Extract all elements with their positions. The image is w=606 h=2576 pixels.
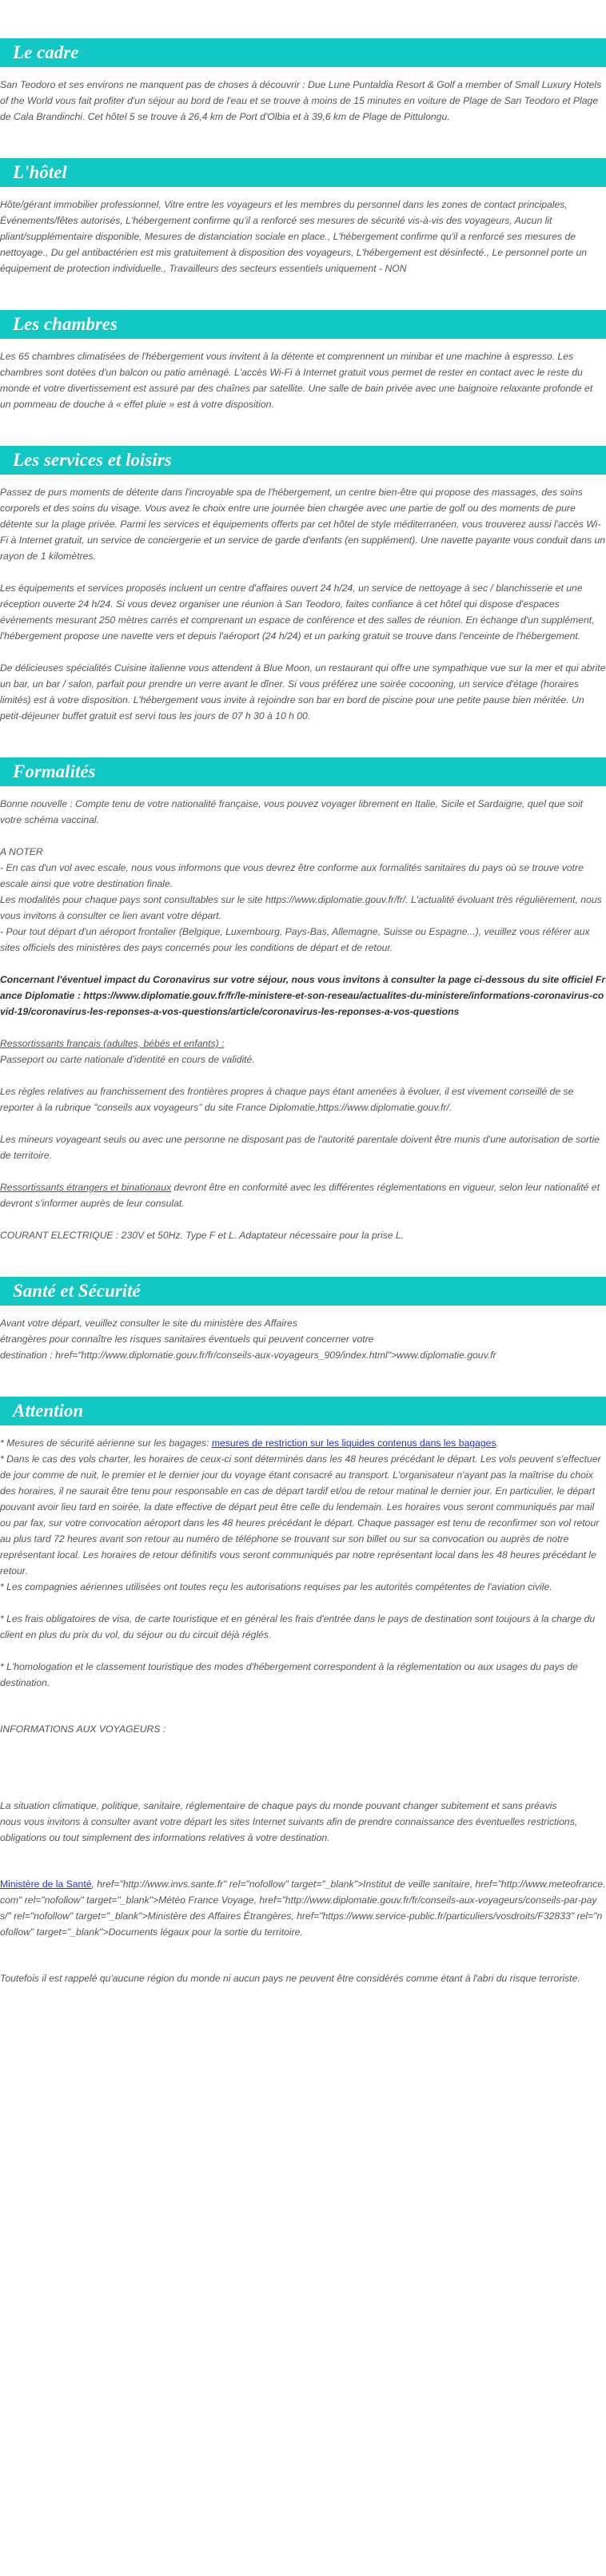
bagages-prefix: * Mesures de sécurité aérienne sur les bagages: [0,1437,212,1449]
a-noter-modalites: Les modalités pour chaque pays sont consultables sur le site https://www.diplomatie.gouv.fr/fr/. L'actualité évoluant très régulièrement, nous vous invitons à consulter ce lien avant votre départ. [0,894,602,921]
section-title-attention: Attention [0,1397,606,1425]
terrorisme-notice: Toutefois il est rappelé qu'aucune région du monde ni aucun pays ne peuvent être considérés comme étant à l'abri du risque terroriste. [0,1973,580,1984]
homologation-notice: * L'homologation et le classement touristique des modes d'hébergement correspondent à la réglementation ou aux usages du pays de destination. [0,1661,578,1688]
compagnies-notice: * Les compagnies aériennes utilisées ont toutes reçu les autorisations requises par les autorités compétentes de l'aviation civile. [0,1581,552,1592]
bagages-notice [0,1435,606,1451]
section-body-attention [0,1425,606,1986]
sites-officiels [0,1876,606,1940]
section-title-sante: Santé et Sécurité [0,1277,606,1306]
section-formalites [0,757,606,1243]
a-noter-title: A NOTER [0,846,43,857]
sante-line-2: étrangères pour connaître les risques sanitaires éventuels qui peuvent concerner votre [0,1334,374,1345]
coronavirus-notice: Concernant l'éventuel impact du Coronavirus sur votre séjour, nous vous invitons à consulter la page ci-dessous du site officiel France Diplomatie : https://www.diplomatie.gouv.fr/fr/le-ministere-et-son-reseau/actualites-du-ministere/informations-coronavirus-covid-19/coronavirus-les-reponses-a-vos-questions/article/coronavirus-les-reponses-a-vos-questions [0,974,606,1017]
ressortissants-francais-text: Passeport ou carte nationale d'identité en cours de validité. [0,1054,255,1065]
services-paragraph-1: Passez de purs moments de détente dans l'incroyable spa de l'hébergement, un centre bien-être qui propose des massages, des soins corporels et des soins du visage. Vous avez le choix entre une journée bien chargée avec une partie de golf ou des moments de pure détente sur la plage privée. Parmi les services et équipements offerts par cet hôtel de style méditerranéen, vous trouverez aussi l'accès Wi-Fi à Internet gratuit, un service de conciergerie et un service de garde d'enfants (en supplément). Une navette payante vous conduit dans un rayon de 1 kilomètres. [0,487,606,562]
services-paragraph-2: Les équipements et services proposés incluent un centre d'affaires ouvert 24 h/24, un service de nettoyage à sec / blanchisserie et une réception ouverte 24 h/24. Si vous devez organiser une réunion à San Teodoro, faites confiance à cet hôtel qui dispose d'espaces événements mesurant 250 mètres carrés et comprenant un espace de conférence et des salles de réunion. En échange d'un supplément, l'hébergement propose une navette vers et depuis l'aéroport (24 h/24) et un parking gratuit se trouve dans l'enceinte de l'hébergement. [0,582,595,642]
ressortissants-etrangers [0,1179,606,1211]
section-attention [0,1397,606,1986]
situation-line-2: nous vous invitons à consulter avant votre départ les sites Internet suivants afin de prendre connaissance des éventuelles restrictions, obligations ou tout simplement des informations relatives à votre destination. [0,1816,578,1843]
sante-line-3: destination : href="http://www.diplomatie.gouv.fr/fr/conseils-aux-voyageurs_909/index.html">www.diplomatie.gouv.fr [0,1350,496,1361]
section-sante [0,1277,606,1363]
section-body-formalites [0,786,606,1243]
mineurs-notice: Les mineurs voyageant seuls ou avec une personne ne disposant pas de l'autorité parentale doivent être munis d'une autorisation de sortie de territoire. [0,1134,600,1161]
section-title-hotel: L'hôtel [0,158,606,187]
section-title-services: Les services et loisirs [0,446,606,475]
section-hotel [0,158,606,276]
section-title-cadre: Le cadre [0,38,606,67]
bagages-liquides-link[interactable]: mesures de restriction sur les liquides contenus dans les bagages [211,1437,496,1449]
a-noter-escale: - En cas d'un vol avec escale, nous vous informons que vous devrez être conforme aux formalités sanitaires du pays où se trouve votre escale ainsi que votre destination finale. [0,862,584,889]
charter-notice: * Dans le cas des vols charter, les horaires de ceux-ci sont déterminés dans les 48 heures précédant le départ. Les vols peuvent s'effectuer de jour comme de nuit, le premier et le dernier jour du voyage étant consacré au transport. L'organisateur n'ayant pas la maîtrise du choix des horaires, il ne saurait être tenu pour responsable en cas de départ tardif et/ou de retour matinal le dernier jour. En particulier, le départ pouvant avoir lieu tard en soirée, la date effective de départ peut être celle du lendemain. Les horaires vous seront communiqués par mail ou par fax, sur votre convocation aéroport dans les 48 heures précédant le départ. Chaque passager est tenu de reconfirmer son vol retour au plus tard 72 heures avant son retour au numéro de téléphone se trouvant sur son billet ou sur sa convocation ou auprès de notre représentant local. Les horaires de retour définitifs vous seront communiqués par notre représentant local dans les 48 heures précédant le retour. [0,1453,601,1576]
ministere-sante-link[interactable]: Ministère de la Santé [0,1878,92,1890]
informations-voyageurs-title: INFORMATIONS AUX VOYAGEURS : [0,1723,166,1735]
cadre-text: San Teodoro et ses environs ne manquent pas de choses à découvrir : Due Lune Puntaldia Resort & Golf a member of Small Luxury Hotels of the World vous fait profiter d'un séjour au bord de l'eau et se trouve à moins de 15 minutes en voiture de Plage de San Teodoro et Plage de Cala Brandinchi. Cet hôtel 5 se trouve à 26,4 km de Port d'Olbia et à 39,6 km de Plage de Pittulongu. [0,79,602,122]
situation-line-1: La situation climatique, politique, sanitaire, réglementaire de chaque pays du monde pouvant changer subitement et sans préavis [0,1800,557,1811]
section-cadre [0,38,606,125]
section-chambres [0,310,606,412]
sante-line-1: Avant votre départ, veuillez consulter le site du ministère des Affaires [0,1318,297,1329]
ressortissants-francais-title: Ressortissants français (adultes, bébés et enfants) : [0,1038,225,1049]
courant-electrique: COURANT ELECTRIQUE : 230V et 50Hz. Type F et L. Adaptateur nécessaire pour la prise L. [0,1230,405,1241]
section-body-services [0,475,606,724]
a-noter-aeroport-frontalier: - Pour tout départ d'un aéroport frontalier (Belgique, Luxembourg, Pays-Bas, Allemagne, Suisse ou Espagne...), veuillez vous référer aux sites officiels des ministères des pays concernés pour les conditions de départ et de retour. [0,926,590,953]
section-services [0,446,606,724]
ressortissants-etrangers-text: devront être en conformité avec les différentes réglementations en vigueur, selon leur nationalité et devront s'informer auprès de leur consulat. [0,1182,600,1209]
chambres-text: Les 65 chambres climatisées de l'hébergement vous invitent à la détente et comprennent un minibar et une machine à espresso. Les chambres sont dotées d'un balcon ou patio aménagé. L'accès Wi-Fi à Internet gratuit vous permet de rester en contact avec le reste du monde et votre divertissement est assuré par des chaînes par satellite. Une salle de bain privée avec une baignoire relaxante profonde et un pommeau de douche à « effet pluie » est à votre disposition. [0,351,593,410]
section-body-chambres [0,339,606,412]
section-body-cadre [0,67,606,125]
formalites-intro: Bonne nouvelle : Compte tenu de votre nationalité française, vous pouvez voyager librement en Italie, Sicile et Sardaigne, quel que soit votre schéma vaccinal. [0,798,583,825]
regles-frontieres: Les règles relatives au franchissement des frontières propres à chaque pays étant amenées à évoluer, il est vivement conseillé de se reporter à la rubrique "conseils aux voyageurs" du site France Diplomatie,https://www.diplomatie.gouv.fr/. [0,1086,574,1113]
section-body-sante [0,1306,606,1363]
section-body-hotel [0,187,606,276]
hotel-text: Hôte/gérant immobilier professionnel, Vitre entre les voyageurs et les membres du personnel dans les zones de contact principales, Événements/fêtes autorisés, L'hébergement confirme qu'il a renforcé ses mesures de sécurité vis-à-vis des voyageurs, Aucun lit pliant/supplémentaire disponible, Mesures de distanciation sociale en place., L'hébergement confirme qu'il a renforcé ses mesures de nettoyage., Du gel antibactérien est mis gratuitement à disposition des voyageurs, L'hébergement est désinfecté., Le personnel porte un équipement de protection individuelle., Travailleurs des secteurs essentiels uniquement - NON [0,199,588,274]
section-title-formalites: Formalités [0,757,606,786]
ressortissants-etrangers-title: Ressortissants étrangers et binationaux [0,1182,172,1193]
frais-notice: * Les frais obligatoires de visa, de carte touristique et en général les frais d'entrée dans le pays de destination sont toujours à la charge du client en plus du prix du vol, du séjour ou du circuit déjà réglés. [0,1613,596,1640]
sites-officiels-text: , href="http://www.invs.sante.fr" rel="nofollow" target="_blank">Institut de veille sanitaire, href="http://www.meteofrance.com" rel="nofollow" target="_blank">Météo France Voyage, href="http://www.diplomatie.gouv.fr/fr/conseils-aux-voyageurs/conseils-par-pays/" rel="nofollow" target="_blank">Ministère des Affaires Étrangères, href="https://www.service-public.fr/particuliers/vosdroits/F32833" rel="nofollow" target="_blank">Documents légaux pour la sortie du territoire. [0,1878,606,1938]
section-title-chambres: Les chambres [0,310,606,339]
bagages-suffix: . [496,1437,499,1449]
services-paragraph-3: De délicieuses spécialités Cuisine italienne vous attendent à Blue Moon, un restaurant qui offre une sympathique vue sur la mer et qui abrite un bar, un bar / salon, parfait pour prendre un verre avant le dîner. Si vous préférez une soirée cocooning, un service d'étage (horaires limités) est à votre disposition. L'hébergement vous invite à rejoindre son bar en bord de piscine pour une petite pause bien méritée. Un petit-déjeuner buffet gratuit est servi tous les jours de 07 h 30 à 10 h 00. [0,662,606,722]
